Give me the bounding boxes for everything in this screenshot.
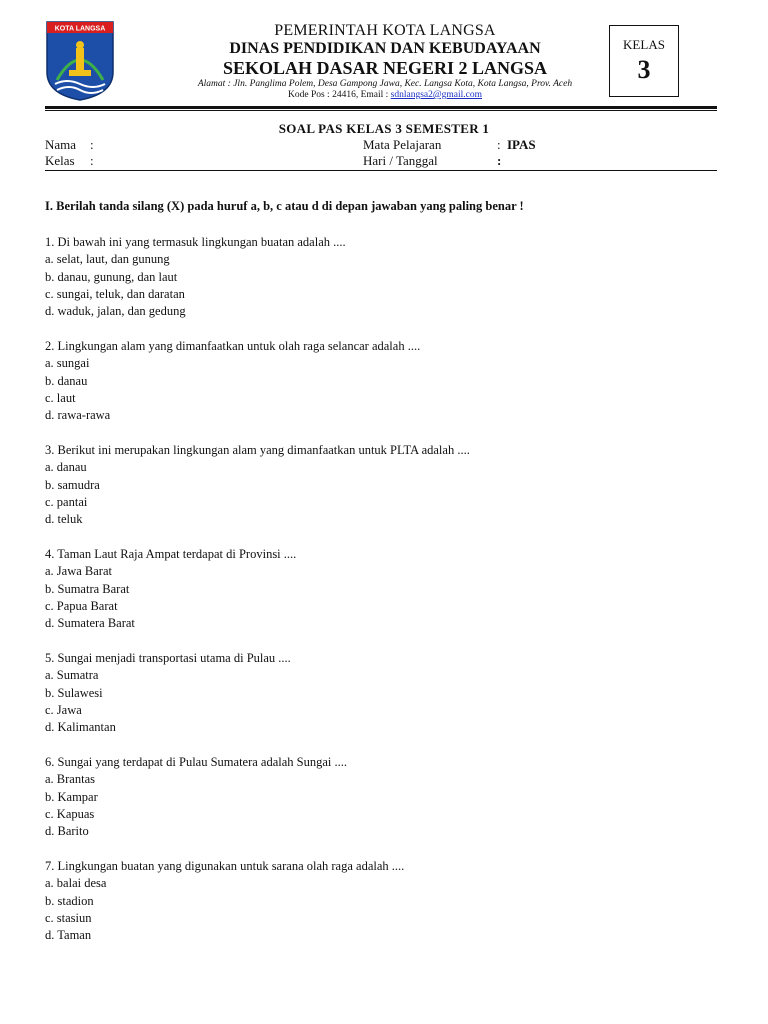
- header-divider-thin: [45, 110, 717, 111]
- answer-option: a. Brantas: [45, 772, 95, 787]
- answer-option: a. Sumatra: [45, 668, 99, 683]
- answer-option: d. Barito: [45, 824, 89, 839]
- question-item: [45, 650, 725, 736]
- answer-option: a. sungai: [45, 356, 90, 371]
- answer-option: b. danau, gunung, dan laut: [45, 269, 178, 284]
- question-text: 2. Lingkungan alam yang dimanfaatkan untuk olah raga selancar adalah ....: [45, 338, 421, 353]
- government-name: PEMERINTAH KOTA LANGSA: [274, 22, 496, 39]
- answer-option: d. Kalimantan: [45, 720, 116, 735]
- mapel-value: IPAS: [507, 137, 536, 152]
- answer-option: a. balai desa: [45, 876, 107, 891]
- kelas-box: [609, 25, 679, 97]
- postal-code: Kode Pos : 24416, Email :: [288, 90, 391, 100]
- question-item: [45, 546, 725, 632]
- answer-option: c. Papua Barat: [45, 598, 118, 613]
- answer-option: d. teluk: [45, 512, 83, 527]
- question-text: 7. Lingkungan buatan yang digunakan untuk sarana olah raga adalah ....: [45, 858, 405, 873]
- question-text: 3. Berikut ini merupakan lingkungan alam yang dimanfaatkan untuk PLTA adalah ....: [45, 442, 470, 457]
- question-text: 4. Taman Laut Raja Ampat terdapat di Provinsi ....: [45, 546, 297, 561]
- answer-option: c. Jawa: [45, 702, 82, 717]
- instruction: I. Berilah tanda silang (X) pada huruf a, b, c atau d di depan jawaban yang paling benar !: [45, 199, 524, 213]
- department-name: DINAS PENDIDIKAN DAN KEBUDAYAAN: [229, 40, 541, 57]
- letterhead: [130, 22, 640, 101]
- answer-option: c. pantai: [45, 494, 88, 509]
- answer-option: a. selat, laut, dan gunung: [45, 252, 170, 267]
- question-item: [45, 858, 725, 944]
- tanggal-colon: :: [497, 153, 502, 168]
- nama-label: Nama: [45, 137, 77, 152]
- question-text: 1. Di bawah ini yang termasuk lingkungan buatan adalah ....: [45, 235, 346, 249]
- kelas-field-label: Kelas: [45, 153, 75, 168]
- question-text: 6. Sungai yang terdapat di Pulau Sumatera adalah Sungai ....: [45, 754, 348, 769]
- mapel-label: Mata Pelajaran: [363, 137, 442, 152]
- question-item: [45, 338, 725, 424]
- answer-option: b. Sulawesi: [45, 685, 103, 700]
- postal-line: [130, 90, 640, 101]
- answer-option: b. samudra: [45, 477, 100, 492]
- answer-option: b. Sumatra Barat: [45, 581, 130, 596]
- kelas-number: 3: [637, 55, 651, 84]
- answer-option: d. Taman: [45, 928, 92, 943]
- answer-option: a. danau: [45, 460, 87, 475]
- answer-option: b. Kampar: [45, 789, 98, 804]
- nama-colon: :: [90, 137, 94, 152]
- kelas-colon: :: [90, 153, 94, 168]
- answer-option: c. laut: [45, 390, 76, 405]
- answer-option: a. Jawa Barat: [45, 564, 112, 579]
- answer-option: d. waduk, jalan, dan gedung: [45, 304, 186, 319]
- school-address: Alamat : Jln. Panglima Polem, Desa Gampong Jawa, Kec. Langsa Kota, Kota Langsa, Prov. Aceh: [197, 79, 573, 89]
- answer-option: c. Kapuas: [45, 806, 95, 821]
- mapel-colon: :: [497, 137, 501, 152]
- school-name: SEKOLAH DASAR NEGERI 2 LANGSA: [222, 58, 548, 78]
- kota-langsa-emblem: [45, 20, 115, 102]
- email-link[interactable]: sdnlangsa2@gmail.com: [390, 90, 482, 100]
- answer-option: c. sungai, teluk, dan daratan: [45, 286, 185, 301]
- question-list: [45, 234, 725, 962]
- answer-option: d. Sumatera Barat: [45, 616, 135, 631]
- question-item: [45, 234, 725, 320]
- answer-option: c. stasiun: [45, 910, 92, 925]
- answer-option: b. danau: [45, 373, 88, 388]
- kelas-label: KELAS: [623, 37, 665, 52]
- answer-option: d. rawa-rawa: [45, 408, 111, 423]
- question-text: 5. Sungai menjadi transportasi utama di Pulau ....: [45, 650, 291, 665]
- header-divider-thick: [45, 106, 717, 109]
- exam-title: SOAL PAS KELAS 3 SEMESTER 1: [278, 121, 490, 136]
- logo-text: KOTA LANGSA: [54, 25, 106, 33]
- info-divider: [45, 170, 717, 171]
- tanggal-label: Hari / Tanggal: [363, 153, 438, 168]
- question-item: [45, 754, 725, 840]
- question-item: [45, 442, 725, 528]
- answer-option: b. stadion: [45, 893, 94, 908]
